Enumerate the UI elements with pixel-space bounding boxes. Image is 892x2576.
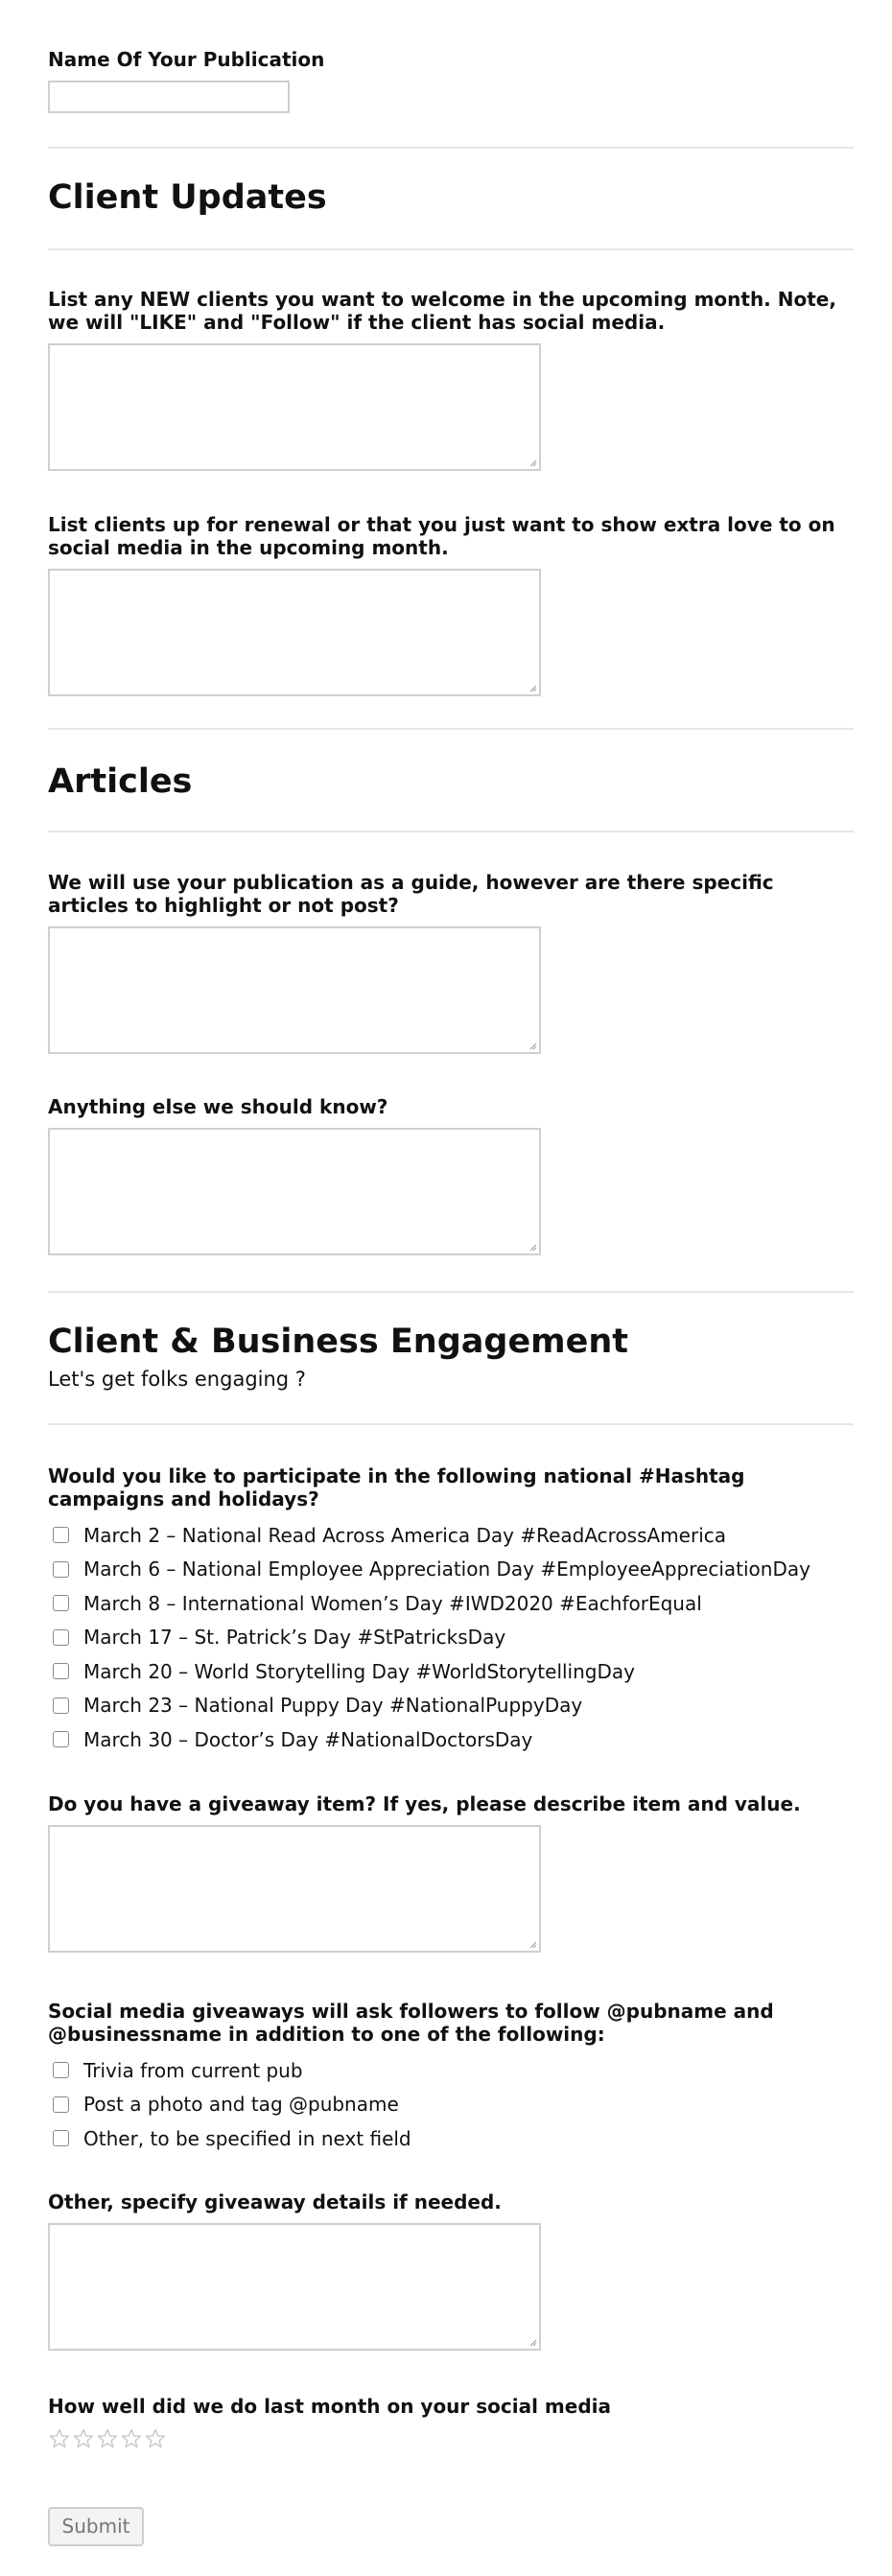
hashtag-option[interactable]	[48, 1654, 854, 1689]
checkbox[interactable]	[53, 2130, 69, 2146]
giveaway-option[interactable]	[48, 2088, 854, 2122]
checkbox[interactable]	[53, 1698, 69, 1714]
giveaway-method-field	[48, 2000, 854, 2156]
rating-field	[48, 2395, 854, 2450]
option-label: Other, to be specified in next field	[83, 2126, 411, 2150]
submit-button[interactable]: Submit	[48, 2507, 144, 2546]
resize-grip-icon[interactable]	[528, 1939, 537, 1949]
giveaway-item-label: Do you have a giveaway item? If yes, please describe item and value.	[48, 1792, 801, 1815]
renewals-textarea[interactable]	[48, 569, 541, 696]
hashtags-label: Would you like to participate in the following national #Hashtag campaigns and holidays?	[48, 1464, 745, 1510]
new-clients-textarea[interactable]	[48, 343, 541, 471]
giveaway-option[interactable]	[48, 2121, 854, 2156]
option-label: Trivia from current pub	[83, 2058, 303, 2082]
hashtag-option[interactable]	[48, 1722, 854, 1757]
checkbox[interactable]	[53, 1629, 69, 1646]
publication-field	[48, 48, 854, 113]
checkbox[interactable]	[53, 1527, 69, 1543]
new-clients-field	[48, 288, 854, 471]
giveaway-item-field	[48, 1792, 854, 1953]
giveaway-option[interactable]	[48, 2053, 854, 2088]
resize-grip-icon[interactable]	[528, 1041, 537, 1050]
option-label: March 23 – National Puppy Day #NationalPuppyDay	[83, 1694, 583, 1718]
hashtags-options	[48, 1518, 854, 1757]
checkbox[interactable]	[53, 2096, 69, 2113]
resize-grip-icon[interactable]	[528, 1242, 537, 1252]
star-icon[interactable]	[72, 2427, 95, 2450]
other-details-field	[48, 2190, 854, 2351]
renewals-field	[48, 513, 854, 696]
divider	[48, 248, 854, 250]
client-updates-heading: Client Updates	[48, 178, 327, 217]
divider	[48, 728, 854, 730]
hashtags-field	[48, 1464, 854, 1757]
star-icon[interactable]	[144, 2427, 167, 2450]
option-label: March 6 – National Employee Appreciation Day #EmployeeAppreciationDay	[83, 1557, 810, 1581]
publication-input[interactable]	[48, 81, 290, 113]
giveaway-item-textarea[interactable]	[48, 1825, 541, 1953]
option-label: March 2 – National Read Across America Day #ReadAcrossAmerica	[83, 1523, 727, 1547]
engagement-subtitle: Let's get folks engaging ?	[48, 1368, 306, 1391]
specific-articles-label: We will use your publication as a guide, however are there specific articles to highlight or not post?	[48, 871, 774, 917]
checkbox[interactable]	[53, 1595, 69, 1611]
option-label: March 30 – Doctor’s Day #NationalDoctorsDay	[83, 1727, 533, 1751]
articles-heading: Articles	[48, 762, 193, 801]
star-rating	[48, 2427, 854, 2450]
hashtag-option[interactable]	[48, 1586, 854, 1621]
resize-grip-icon[interactable]	[528, 457, 537, 467]
specific-articles-field	[48, 871, 854, 1054]
hashtag-option[interactable]	[48, 1553, 854, 1587]
option-label: March 8 – International Women’s Day #IWD2020 #EachforEqual	[83, 1591, 702, 1615]
new-clients-label: List any NEW clients you want to welcome in the upcoming month. Note, we will "LIKE" and "Follow" if the client has social media.	[48, 288, 836, 334]
option-label: March 17 – St. Patrick’s Day #StPatricksDay	[83, 1626, 506, 1650]
other-details-textarea[interactable]	[48, 2223, 541, 2351]
anything-else-field	[48, 1095, 854, 1255]
publication-label: Name Of Your Publication	[48, 48, 325, 71]
checkbox[interactable]	[53, 1561, 69, 1578]
anything-else-textarea[interactable]	[48, 1128, 541, 1255]
option-label: Post a photo and tag @pubname	[83, 2093, 399, 2117]
resize-grip-icon[interactable]	[528, 2337, 537, 2347]
divider	[48, 1291, 854, 1293]
star-icon[interactable]	[120, 2427, 143, 2450]
rating-label: How well did we do last month on your social media	[48, 2395, 611, 2418]
anything-else-label: Anything else we should know?	[48, 1095, 388, 1118]
option-label: March 20 – World Storytelling Day #WorldStorytellingDay	[83, 1659, 635, 1683]
checkbox[interactable]	[53, 1663, 69, 1679]
giveaway-method-options	[48, 2053, 854, 2156]
specific-articles-textarea[interactable]	[48, 926, 541, 1054]
hashtag-option[interactable]	[48, 1518, 854, 1553]
renewals-label: List clients up for renewal or that you just want to show extra love to on social media in the upcoming month.	[48, 513, 835, 559]
divider	[48, 831, 854, 832]
hashtag-option[interactable]	[48, 1689, 854, 1723]
star-icon[interactable]	[96, 2427, 119, 2450]
divider	[48, 1423, 854, 1425]
other-details-label: Other, specify giveaway details if needed.	[48, 2190, 502, 2213]
star-icon[interactable]	[48, 2427, 71, 2450]
checkbox[interactable]	[53, 2062, 69, 2078]
engagement-heading: Client & Business Engagement	[48, 1323, 629, 1361]
divider	[48, 147, 854, 149]
checkbox[interactable]	[53, 1731, 69, 1747]
resize-grip-icon[interactable]	[528, 683, 537, 692]
hashtag-option[interactable]	[48, 1621, 854, 1655]
giveaway-method-label: Social media giveaways will ask followers to follow @pubname and @businessname in addition to one of the following:	[48, 2000, 774, 2046]
